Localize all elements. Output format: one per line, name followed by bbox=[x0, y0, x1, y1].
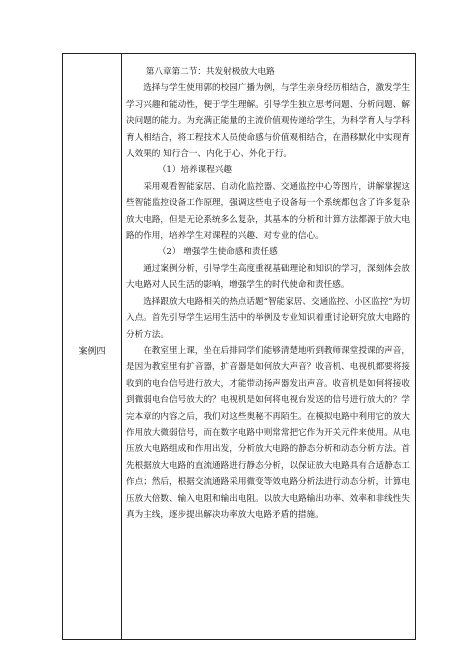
subheading-interest: （1）培养课程兴趣 bbox=[157, 165, 233, 176]
row-label: 案例四 bbox=[78, 347, 106, 357]
paragraph-interest: 采用观看智能家居、自动化监控器、交通监控中心等图片，讲解掌握这些智能监控设备工作原理，强调这些电子设备每一个系统都包含了许多复杂放大电路，但是无论系统多么复杂，其基本的分析和计算方法都源于放大电路的作用，培养学生对课程的兴趣、对专业的信心。 bbox=[126, 181, 410, 242]
paragraph-mission: 通过案例分析，引导学生高度重视基础理论和知识的学习，深刻体会放大电路对人民生活的影响，增强学生的时代使命和责任感。 bbox=[126, 263, 410, 291]
paragraph-topic: 选择跟放大电路相关的热点话题“智能家居、交通监控、小区监控”为切入点。首先引导学生运用生活中的举例及专业知识着重讨论研究放大电路的分析方法。 bbox=[126, 296, 410, 340]
case-table bbox=[62, 53, 416, 640]
paragraph-analysis: 在教室里上课，坐在后排同学们能够清楚地听到教师课堂授课的声音，是因为教室里有扩音器，扩音器是如何放大声音？收音机、电视机都要将接收到的电台信号进行放大，才能带动扬声器发出声音。收音机是如何将接收到微弱电台信号放大的？电视机是如何将电视台发送的信号进行放大的？学完本章的内容之后，我们对这些奥秘不再陌生。在模拟电路中利用它的放大作用放大微弱信号，而在数字电路中则常常把它作为开关元件来使用。从电压放大电路组成和作用出发，分析放大电路的静态分析和动态分析方法。首先根据放大电路的直流通路进行静态分析，以保证放大电路具有合适静态工作点；然后，根据交流通路采用微变等效电路分析法进行动态分析，计算电压放大倍数、输入电阻和输出电阻。以放大电路输出功率、效率和非线性失真为主线，逐步提出解决功率放大电路矛盾的措施。 bbox=[126, 345, 410, 520]
section-heading: 第八章第二节：共发射极放大电路 bbox=[145, 67, 275, 77]
label-column bbox=[63, 54, 122, 639]
paragraph-intro: 选择与学生使用郭的校园广播为例，与学生亲身经历相结合，激发学生学习兴趣和能动性，便于学生理解。引导学生独立思考问题、分析问题、解决问题的能力。为充满正能量的主流价值观传递给学生，为科学育人与学科育人相结合，将工程技术人员使命感与价值观相结合，在潜移默化中实现育人效果的 知行合一、内化于心、外化于行。 bbox=[126, 83, 410, 160]
case-content bbox=[126, 64, 410, 523]
subheading-mission: （2） 增强学生使命感和责任感 bbox=[157, 247, 278, 258]
